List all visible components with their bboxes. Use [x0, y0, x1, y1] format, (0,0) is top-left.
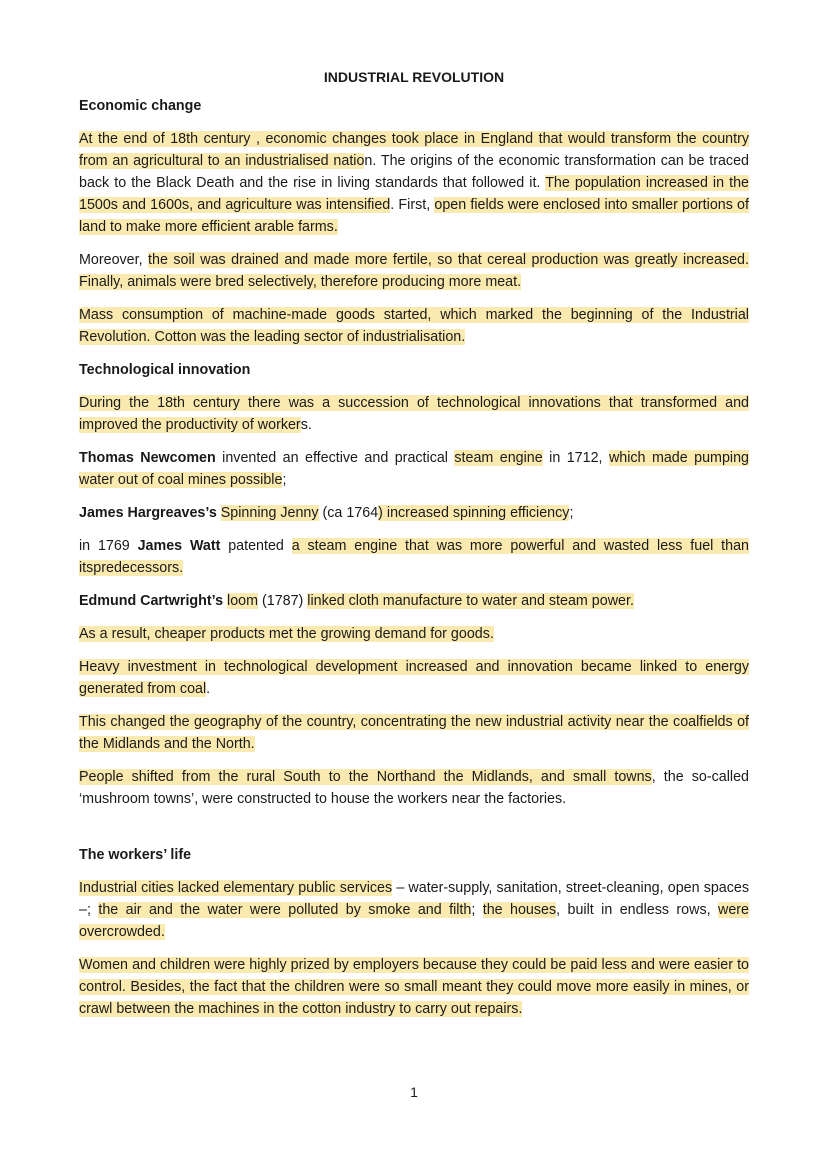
text: patented	[220, 538, 292, 554]
highlight: ) increased spinning efficiency	[378, 505, 570, 521]
text: s.	[300, 417, 312, 433]
paragraph-people	[79, 766, 749, 810]
highlight: During the 18th century there was a succession of technological innovations that transformed and improved the productivity of worker	[79, 395, 749, 433]
text: (1787)	[258, 593, 308, 609]
highlight: Mass consumption of machine-made goods started, which marked the beginning of the Industrial Revolution. Cotton was the leading sector of industrialisation.	[79, 307, 749, 345]
highlight: a steam engine that was more powerful and wasted less fuel than itspredecessors.	[79, 538, 749, 576]
section-heading-economic: Economic change	[79, 98, 202, 114]
paragraph-hargreaves	[79, 502, 749, 524]
inventor-name: James Watt	[137, 538, 221, 554]
paragraph-newcomen	[79, 447, 749, 491]
paragraph-tech-1	[79, 392, 749, 436]
highlight: linked cloth manufacture to water and steam power.	[307, 593, 634, 609]
highlight: the soil was drained and made more fertile, so that cereal production was greatly increased. Finally, animals were bred selectively, therefore producing more meat.	[79, 252, 749, 290]
highlight: Heavy investment in technological development increased and innovation became linked to energy generated from coal	[79, 659, 749, 697]
document-page	[79, 66, 749, 1031]
text: ;	[282, 472, 287, 488]
paragraph-workers-2	[79, 954, 749, 1020]
text: ;	[569, 505, 574, 521]
text: n. The origins of the economic transformation can be traced back to the Black Death and the rise in living standards that followed it.	[79, 153, 749, 191]
section-heading-tech: Technological innovation	[79, 362, 251, 378]
paragraph-result	[79, 623, 749, 645]
highlight: Women and children were highly prized by employers because they could be paid less and were easier to control. Besides, the fact that the children were so small meant they could move more easily in mines, or crawl between the machines in the cotton industry to carry out repairs.	[79, 957, 749, 1017]
highlight: Industrial cities lacked elementary public services	[79, 880, 393, 896]
page-title: INDUSTRIAL REVOLUTION	[323, 69, 505, 85]
paragraph-economic-3	[79, 304, 749, 348]
highlight: Spinning Jenny	[220, 505, 319, 521]
highlight: As a result, cheaper products met the growing demand for goods.	[79, 626, 494, 642]
text: .	[206, 681, 211, 697]
text: in 1712,	[542, 450, 609, 466]
highlight: loom	[227, 593, 259, 609]
highlight: open fields were enclosed into smaller portions of land to make more efficient arable farms.	[79, 197, 749, 235]
text: in 1769	[79, 538, 138, 554]
highlight: The population increased in the 1500s and 1600s, and agriculture was intensified	[79, 175, 749, 213]
inventor-name: Edmund Cartwright’s	[79, 593, 224, 609]
text: , built in endless rows,	[556, 902, 718, 918]
text: . First,	[390, 197, 435, 213]
paragraph-investment	[79, 656, 749, 700]
highlight: which made pumping water out of coal mines possible	[79, 450, 749, 488]
paragraph-geography	[79, 711, 749, 755]
text: Moreover,	[79, 252, 149, 268]
paragraph-workers-1	[79, 877, 749, 943]
paragraph-cartwright	[79, 590, 749, 612]
paragraph-watt	[79, 535, 749, 579]
inventor-name: Thomas Newcomen	[79, 450, 216, 466]
text: invented an effective and practical	[215, 450, 455, 466]
text: , the so-called ‘mushroom towns’, were constructed to house the workers near the factories.	[79, 769, 749, 807]
text: (ca 1764	[318, 505, 379, 521]
spacer	[79, 821, 749, 844]
highlight: the air and the water were polluted by smoke and filth	[98, 902, 472, 918]
highlight: were overcrowded.	[79, 902, 749, 940]
highlight: steam engine	[454, 450, 543, 466]
text: – water-supply, sanitation, street-cleaning, open spaces –;	[79, 880, 749, 918]
page-number: 1	[410, 1084, 418, 1100]
section-heading-workers: The workers’ life	[79, 847, 192, 863]
text: ;	[471, 902, 483, 918]
paragraph-economic-2	[79, 249, 749, 293]
highlight: At the end of 18th century , economic changes took place in England that would transform the country from an agricultural to an industrialised natio	[79, 131, 749, 169]
highlight: the houses	[482, 902, 557, 918]
highlight: This changed the geography of the country, concentrating the new industrial activity near the coalfields of the Midlands and the North.	[79, 714, 749, 752]
highlight: People shifted from the rural South to the Northand the Midlands, and small towns	[79, 769, 652, 785]
inventor-name: James Hargreaves’s	[79, 505, 217, 521]
paragraph-economic-1	[79, 128, 749, 238]
